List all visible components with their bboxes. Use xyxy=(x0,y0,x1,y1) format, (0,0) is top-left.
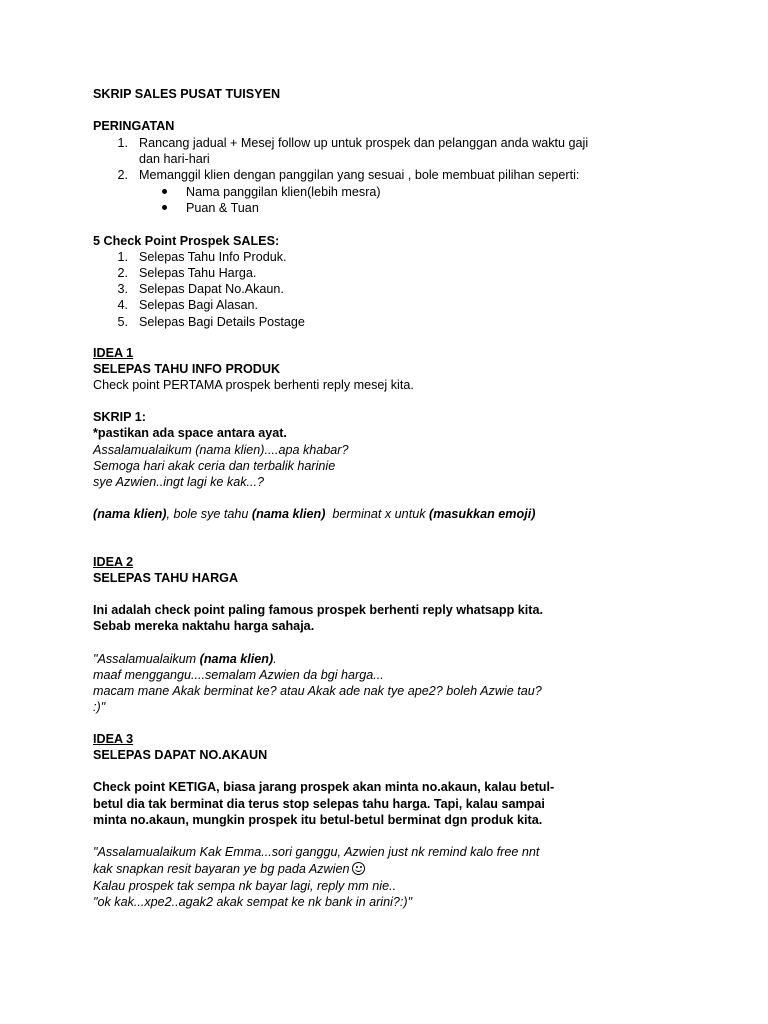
list-item-text-cont: dan hari-hari xyxy=(139,152,210,166)
idea-label: IDEA 3 xyxy=(93,732,134,746)
list-number: 1. xyxy=(117,250,128,264)
script-line: maaf menggangu....semalam Azwien da bgi harga... xyxy=(93,668,384,682)
list-item-text: Rancang jadual + Mesej follow up untuk prospek dan pelanggan anda waktu gaji xyxy=(139,136,589,150)
script-text: berminat x untuk xyxy=(325,507,429,521)
smiley-icon xyxy=(352,862,365,875)
list-number: 3. xyxy=(117,282,128,296)
list-number: 2. xyxy=(117,168,128,182)
idea-subtitle: SELEPAS DAPAT NO.AKAUN xyxy=(93,748,268,762)
idea-label: IDEA 2 xyxy=(93,555,134,569)
list-number: 1. xyxy=(117,136,128,150)
idea-description: Ini adalah check point paling famous prospek berhenti reply whatsapp kita. xyxy=(93,603,543,617)
idea-description: Check point PERTAMA prospek berhenti reply mesej kita. xyxy=(93,378,414,392)
script-line: sye Azwien..ingt lagi ke kak...? xyxy=(93,475,265,489)
script-text: , bole sye tahu xyxy=(166,507,252,521)
checkpoint-item: Selepas Bagi Alasan. xyxy=(139,298,259,312)
checkpoint-item: Selepas Tahu Info Produk. xyxy=(139,250,287,264)
script-line: Assalamualaikum (nama klien)....apa khabar? xyxy=(93,443,349,457)
checkpoints-heading: 5 Check Point Prospek SALES: xyxy=(93,234,280,248)
script-text: "Assalamualaikum xyxy=(93,652,200,666)
bullet-icon xyxy=(162,205,167,210)
placeholder-text: (nama klien) xyxy=(199,652,274,666)
list-number: 4. xyxy=(117,298,128,312)
script-line xyxy=(93,861,365,877)
script-text: . xyxy=(273,652,277,666)
script-line: "ok kak...xpe2..agak2 akak sempat ke nk bank in arini?:)" xyxy=(93,895,413,909)
script-line: "Assalamualaikum Kak Emma...sori ganggu, Azwien just nk remind kalo free nnt xyxy=(93,845,540,859)
skrip-label: SKRIP 1: xyxy=(93,410,146,424)
document-title: SKRIP SALES PUSAT TUISYEN xyxy=(93,87,281,101)
skrip-note: *pastikan ada space antara ayat. xyxy=(93,426,287,440)
idea-subtitle: SELEPAS TAHU INFO PRODUK xyxy=(93,362,281,376)
idea-description: Check point KETIGA, biasa jarang prospek akan minta no.akaun, kalau betul- xyxy=(93,780,555,794)
bullet-item: Nama panggilan klien(lebih mesra) xyxy=(186,185,381,199)
checkpoint-item: Selepas Tahu Harga. xyxy=(139,266,257,280)
idea-label: IDEA 1 xyxy=(93,346,134,360)
script-final-line xyxy=(93,506,535,522)
script-line: Semoga hari akak ceria dan terbalik harinie xyxy=(93,459,336,473)
peringatan-heading: PERINGATAN xyxy=(93,119,175,133)
placeholder-text: (nama klien) xyxy=(93,507,167,521)
list-item-text: Memanggil klien dengan panggilan yang sesuai , bole membuat pilihan seperti: xyxy=(139,168,580,182)
script-line: Kalau prospek tak sempa nk bayar lagi, reply mm nie.. xyxy=(93,879,397,893)
idea-description: Sebab mereka naktahu harga sahaja. xyxy=(93,619,315,633)
idea-description: betul dia tak berminat dia terus stop selepas tahu harga. Tapi, kalau sampai xyxy=(93,797,545,811)
checkpoint-item: Selepas Bagi Details Postage xyxy=(139,315,305,329)
script-line: macam mane Akak berminat ke? atau Akak ade nak tye ape2? boleh Azwie tau? xyxy=(93,684,542,698)
checkpoint-item: Selepas Dapat No.Akaun. xyxy=(139,282,284,296)
bullet-icon xyxy=(162,189,167,194)
script-line: :)" xyxy=(93,700,106,714)
bullet-item: Puan & Tuan xyxy=(186,201,259,215)
idea-subtitle: SELEPAS TAHU HARGA xyxy=(93,571,239,585)
script-text: kak snapkan resit bayaran ye bg pada Azwien xyxy=(93,862,350,876)
placeholder-text: (nama klien) xyxy=(251,507,326,521)
script-line xyxy=(93,651,277,667)
placeholder-text: (masukkan emoji) xyxy=(429,507,536,521)
list-number: 2. xyxy=(117,266,128,280)
idea-description: minta no.akaun, mungkin prospek itu betul-betul berminat dgn produk kita. xyxy=(93,813,543,827)
list-number: 5. xyxy=(117,315,128,329)
